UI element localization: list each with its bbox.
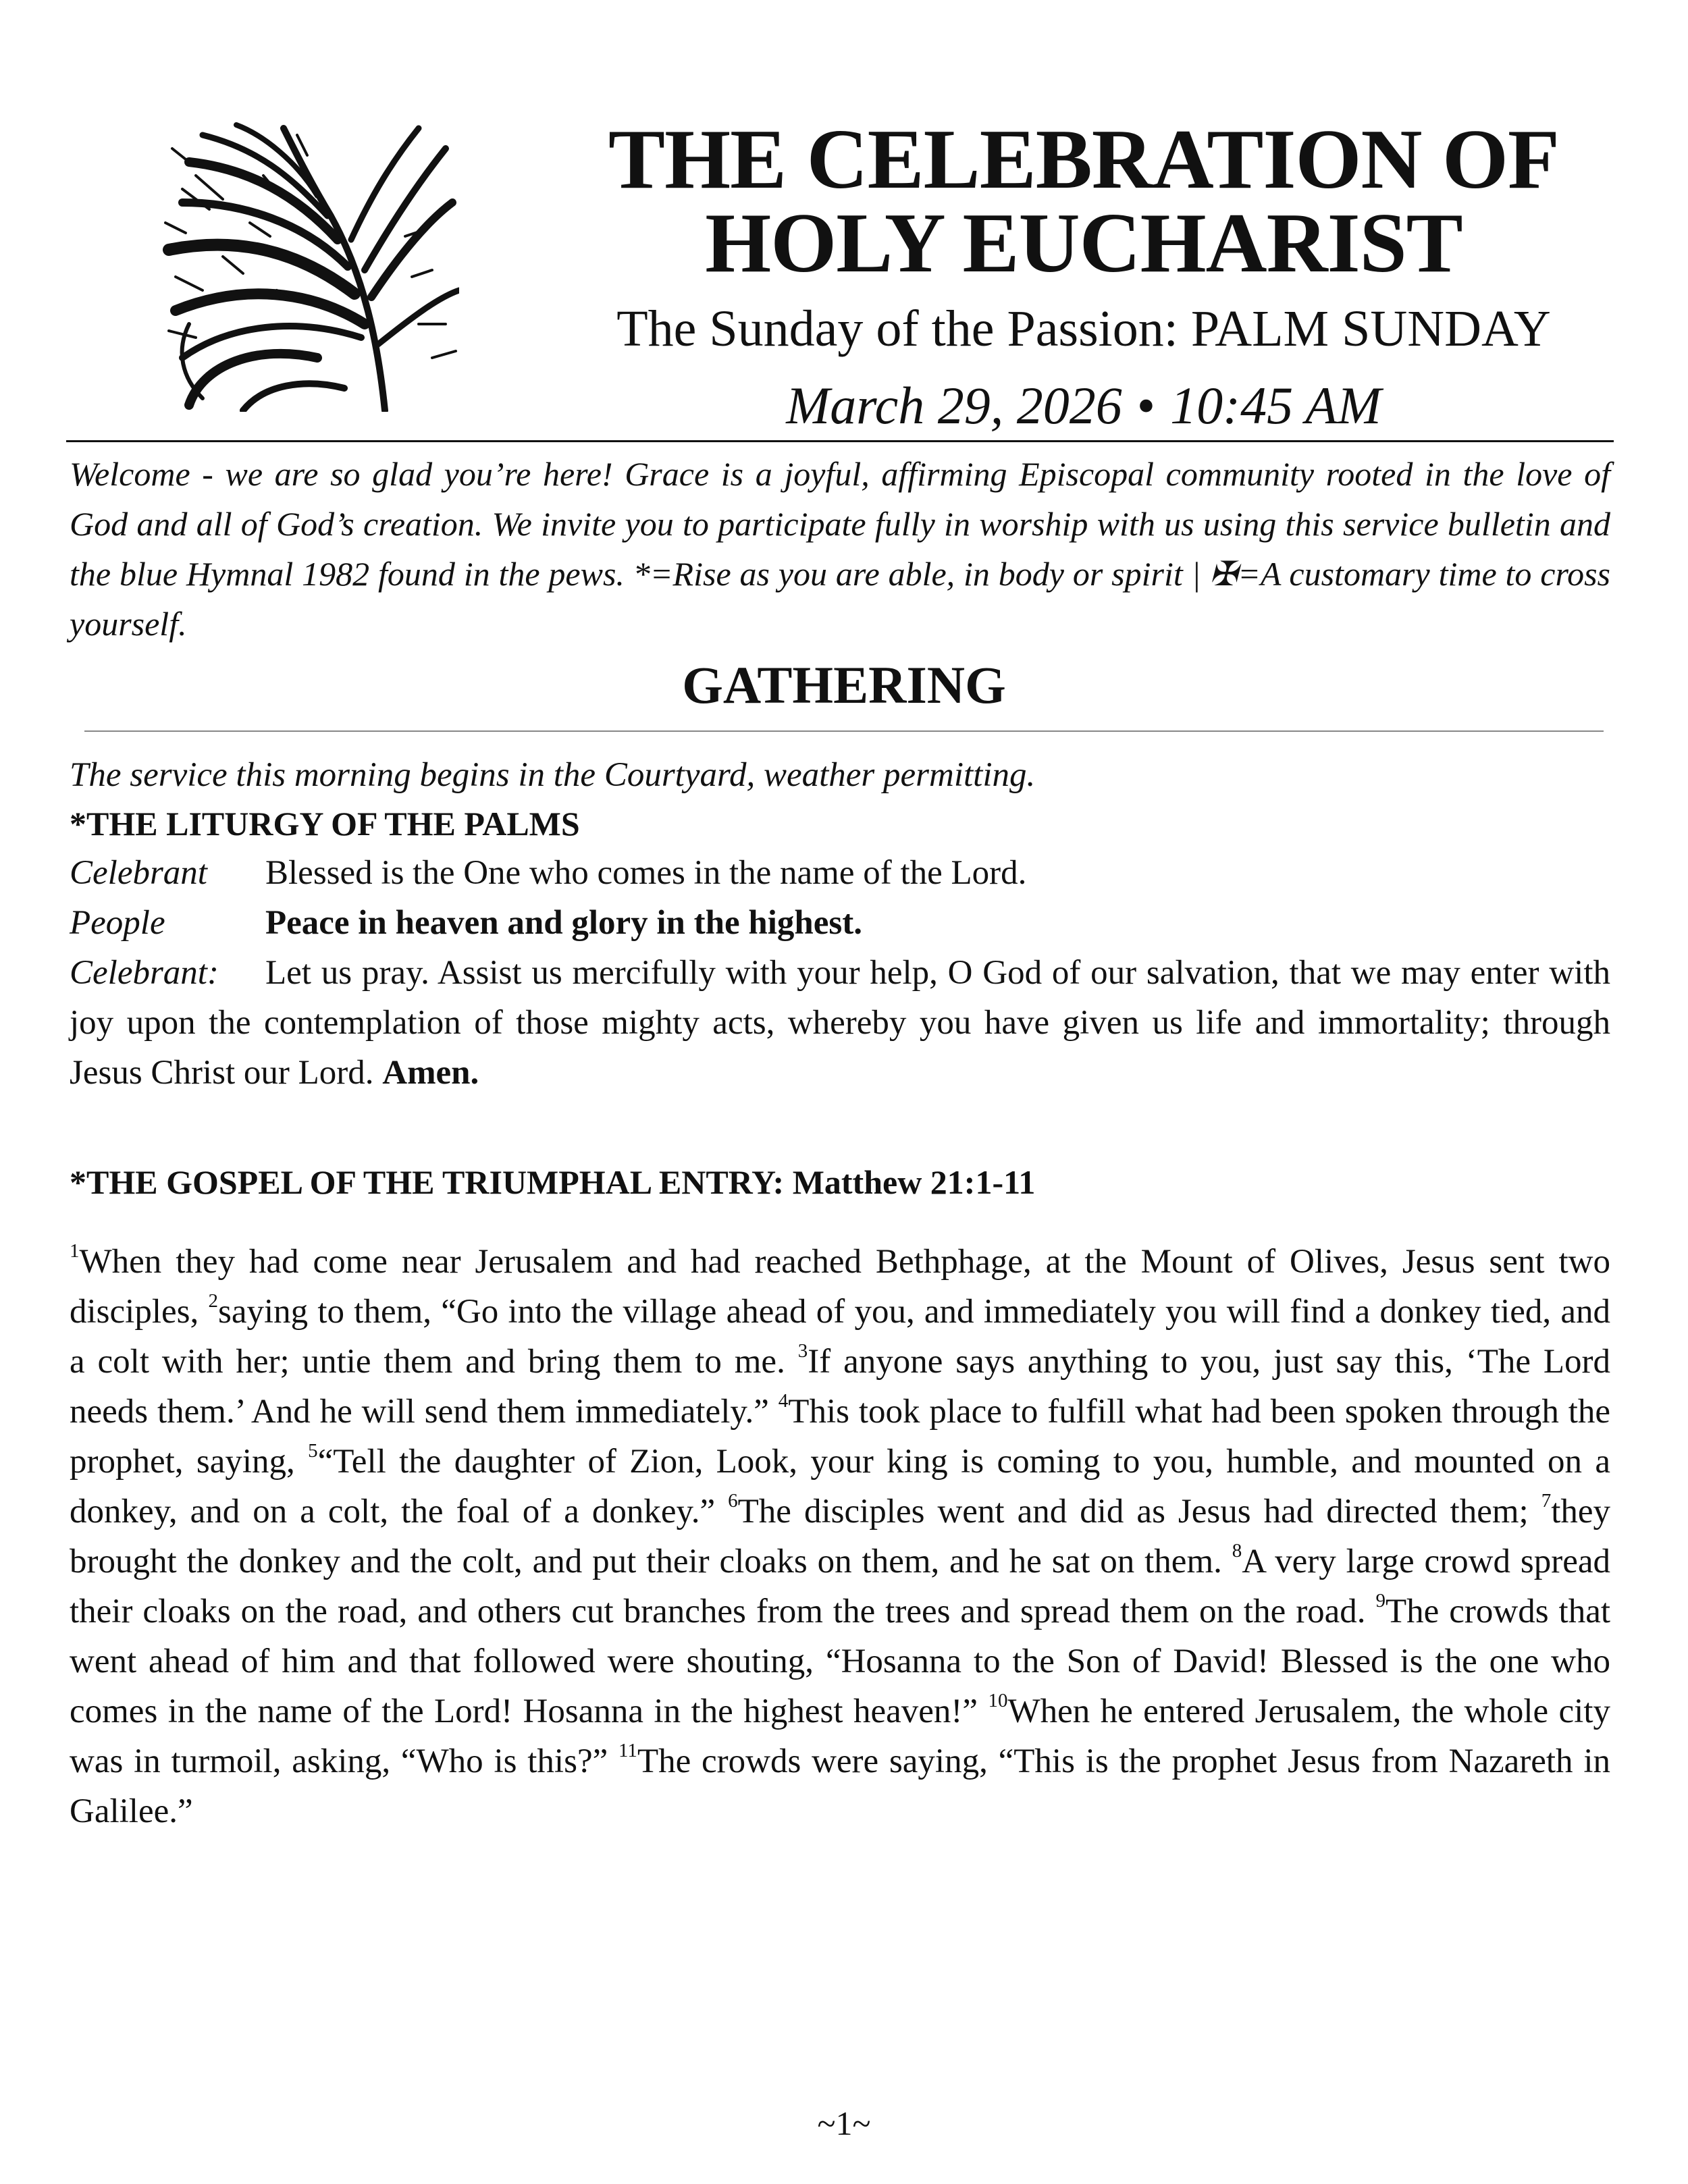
service-dateline [554, 372, 1614, 440]
title-line-1: THE CELEBRATION OF [608, 113, 1559, 207]
dialogue-row [70, 898, 1610, 948]
verse-text: The crowds were saying, “This is the prophet Jesus from Nazareth in Galilee.” [70, 1742, 1610, 1830]
date-separator: • [1136, 376, 1156, 435]
verse-text: The crowds that went ahead of him and that followed were shouting, “Hosanna to the Son of David! Blessed is the one who comes in the name of the Lord! Hosanna in the highest heaven!” [70, 1593, 1611, 1730]
welcome-paragraph: Welcome - we are so glad you’re here! Grace is a joyful, affirming Episcopal community rooted in the love of God and all of God’s creation. We invite you to participate fully in worship with us using this service bulletin and the blue Hymnal 1982 found in the pews. *=Rise as you are able, in body or spirit | ✠=A customary time to cross yourself. [70, 455, 1610, 643]
verse-text: This took place to fulfill what had been spoken through the prophet, saying, [70, 1393, 1611, 1481]
gospel-heading: *THE GOSPEL OF THE TRIUMPHAL ENTRY: Matthew 21:1-11 [70, 1163, 1036, 1201]
dialogue-role: People [70, 904, 165, 942]
page-number: ~1~ [817, 2104, 871, 2142]
verse-number: 9 [1375, 1589, 1386, 1612]
collect-prayer [70, 948, 1610, 1098]
liturgy-of-palms-heading: *THE LITURGY OF THE PALMS [70, 805, 580, 843]
title-line-2: HOLY EUCHARIST [705, 196, 1462, 290]
gospel-reading [70, 1237, 1610, 1836]
service-subtitle: The Sunday of the Passion: PALM SUNDAY [616, 300, 1551, 357]
service-time: 10:45 AM [1170, 376, 1381, 435]
verse-number: 6 [728, 1489, 738, 1512]
prayer-response: Amen. [382, 1054, 479, 1092]
verse-text: “Tell the daughter of Zion, Look, your king is coming to you, humble, and mounted on a donkey, and on a colt, the foal of a donkey.” [70, 1443, 1610, 1530]
intro-note: The service this morning begins in the Courtyard, weather permitting. [70, 756, 1036, 794]
verse-text: they brought the donkey and the colt, and put their cloaks on them, and he sat on them. [70, 1493, 1610, 1580]
verse-text: When he entered Jerusalem, the whole city was in turmoil, asking, “Who is this?” [70, 1693, 1611, 1780]
section-heading-gathering: GATHERING [682, 656, 1006, 714]
verse-number: 3 [797, 1339, 808, 1362]
verse-text: A very large crowd spread their cloaks on the road, and others cut branches from the trees and spread them on the road. [70, 1543, 1610, 1630]
prayer-text: Let us pray. Assist us mercifully with your help, O God of our salvation, that we may enter with joy upon the contemplation of those mighty acts, whereby you have given us life and immortality; through Jesus Christ our Lord. [70, 954, 1610, 1092]
section-divider [84, 730, 1604, 732]
verse-number: 4 [778, 1389, 789, 1412]
verse-number: 7 [1541, 1489, 1552, 1512]
header-divider [66, 440, 1614, 442]
title-block [554, 113, 1614, 440]
dialogue-text: Blessed is the One who comes in the name of the Lord. [265, 854, 1027, 892]
verse-text: saying to them, “Go into the village ahead of you, and immediately you will find a donkey tied, and a colt with her; untie them and bring them to me. [70, 1293, 1611, 1381]
verse-number: 10 [988, 1689, 1008, 1711]
dialogue-response: Peace in heaven and glory in the highest. [265, 904, 863, 942]
verse-number: 1 [70, 1240, 80, 1262]
service-date: March 29, 2026 [786, 376, 1122, 435]
dialogue-row [70, 848, 1610, 898]
prayer-role: Celebrant: [70, 954, 219, 992]
dialogue-role: Celebrant [70, 854, 207, 892]
verse-number: 2 [208, 1289, 218, 1312]
verse-text: When they had come near Jerusalem and had reached Bethphage, at the Mount of Olives, Jesus sent two disciples, [70, 1243, 1610, 1331]
verse-number: 8 [1232, 1539, 1242, 1562]
palm-branch-icon [162, 122, 459, 412]
verse-text: The disciples went and did as Jesus had directed them; [737, 1493, 1529, 1530]
verse-text: If anyone says anything to you, just say this, ‘The Lord needs them.’ And he will send them immediately.” [70, 1343, 1611, 1431]
main-content [70, 751, 1610, 1836]
verse-number: 11 [618, 1739, 637, 1761]
verse-number: 5 [308, 1439, 318, 1462]
